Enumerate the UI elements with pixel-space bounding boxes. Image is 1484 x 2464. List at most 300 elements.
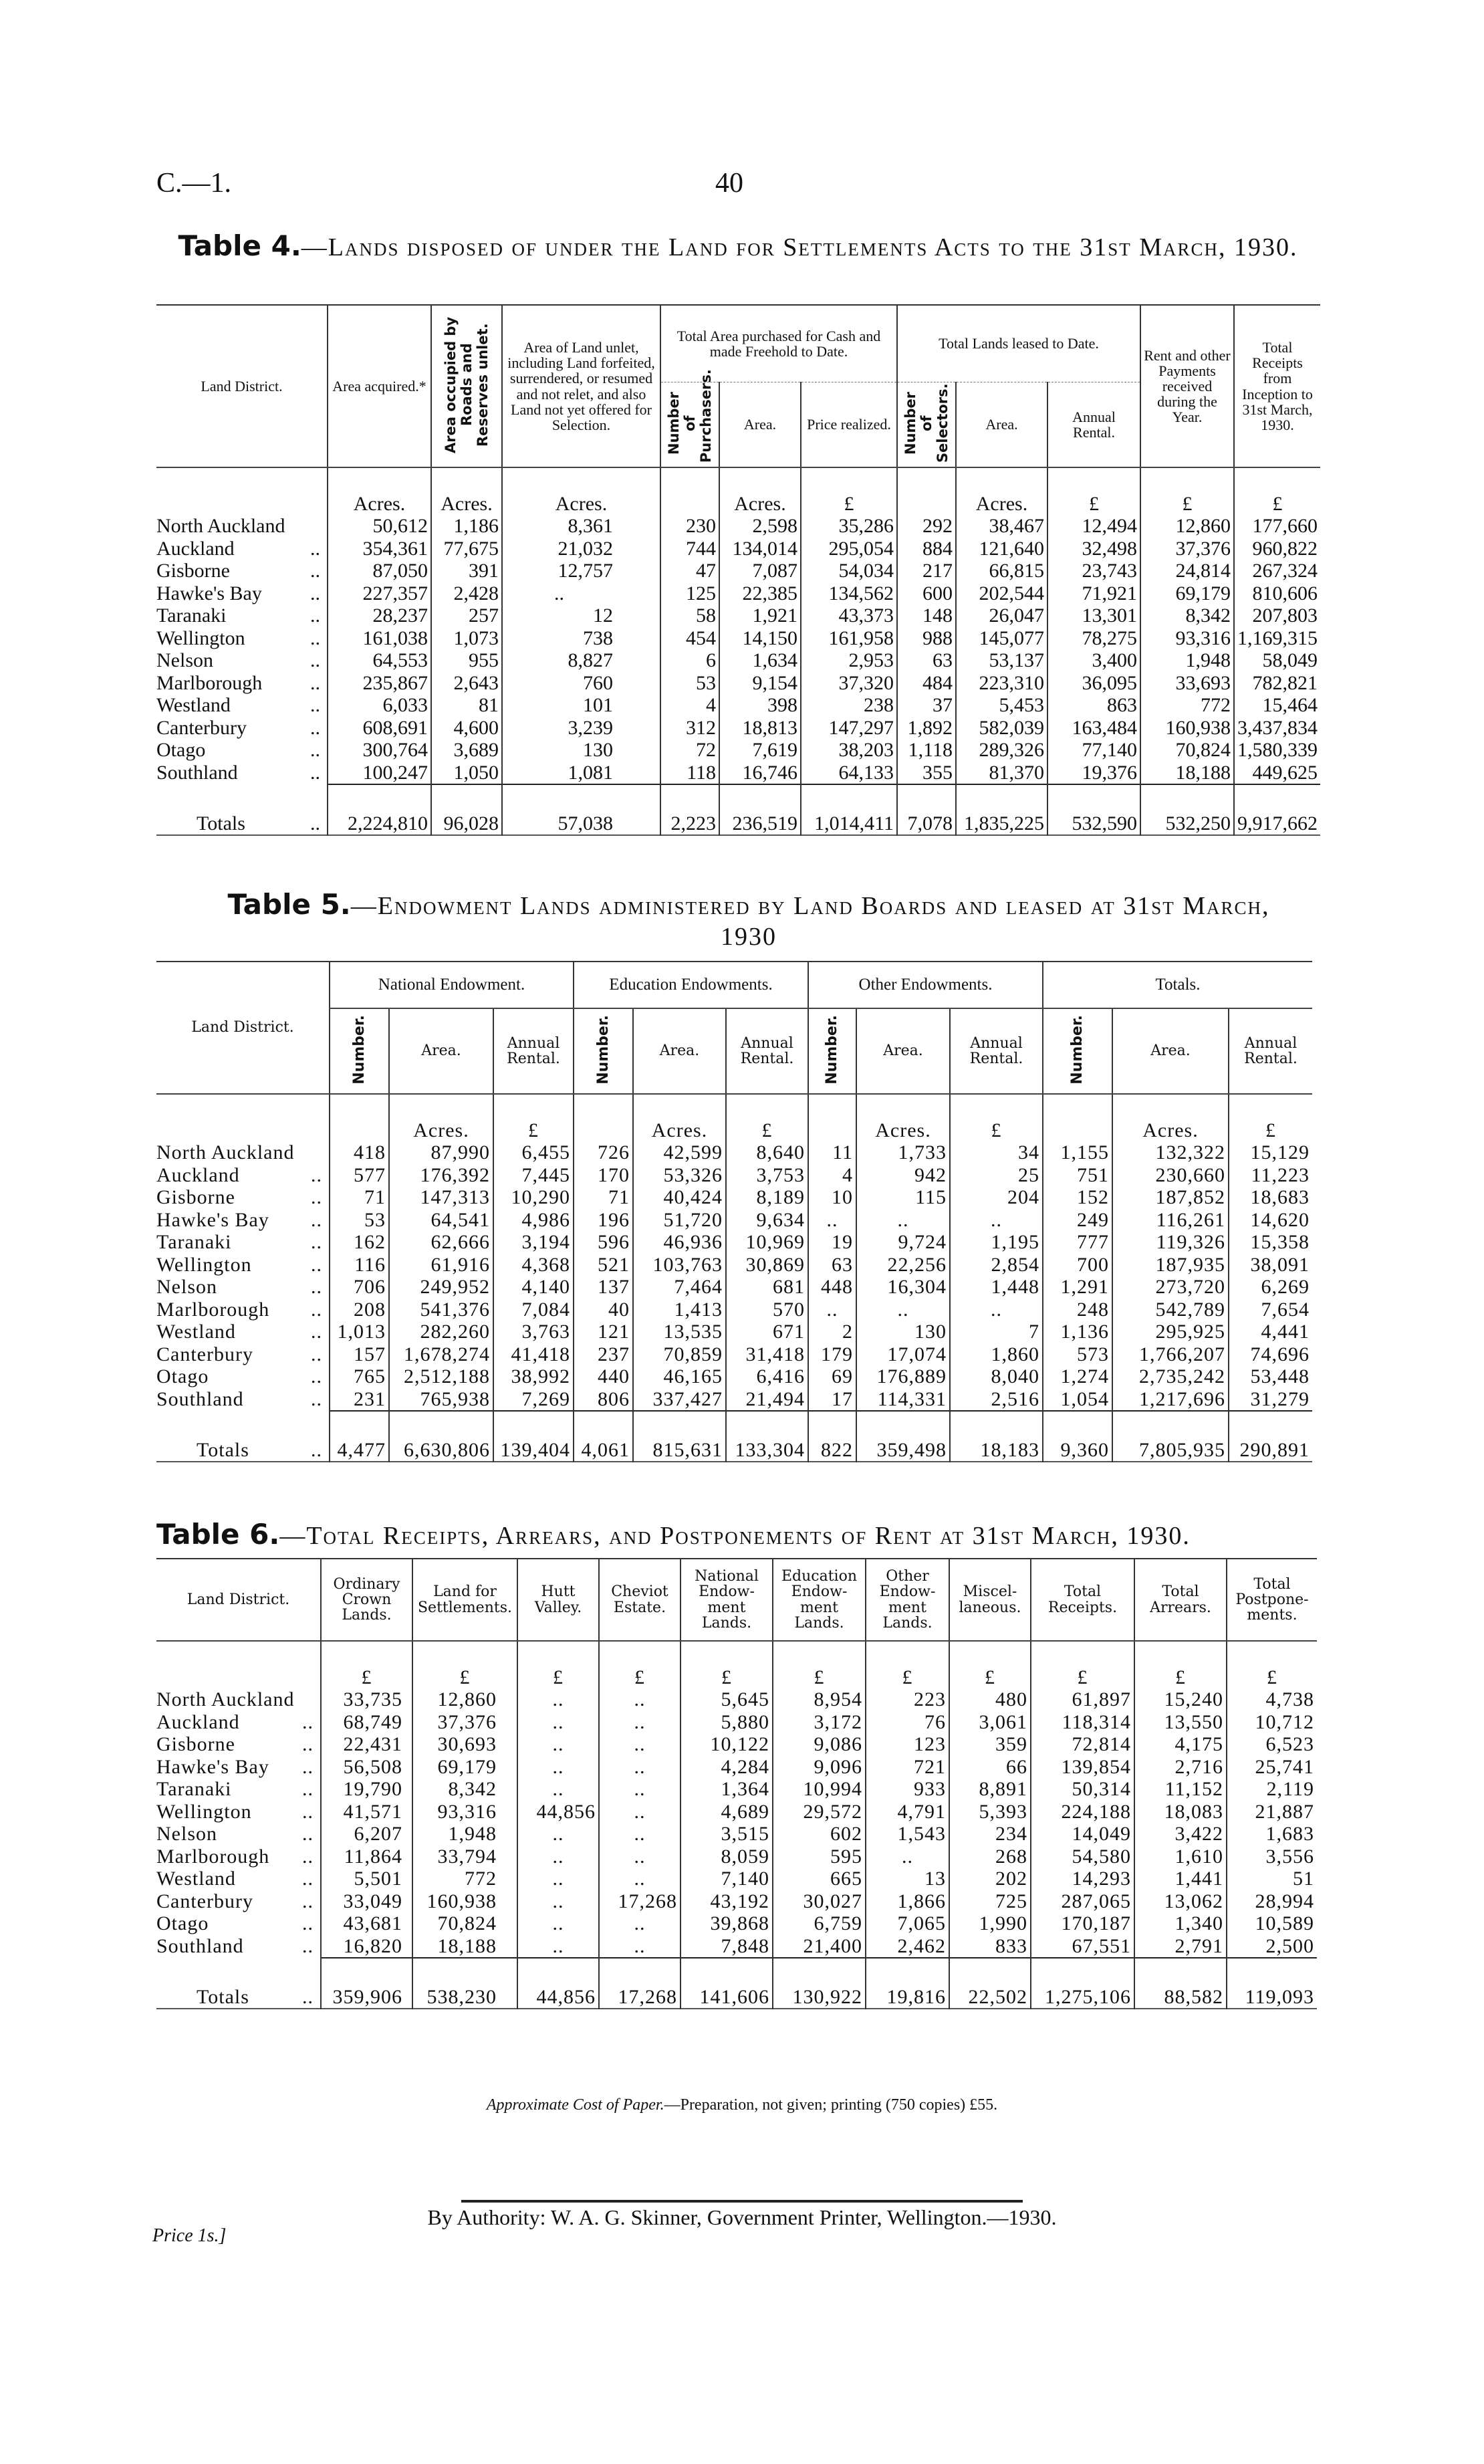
cell-value: 2,735,242 bbox=[1112, 1365, 1229, 1388]
header-annual-rental: Annual Rental. bbox=[1229, 1008, 1312, 1094]
cell-value: 87,990 bbox=[389, 1141, 493, 1164]
table-row bbox=[156, 1231, 1312, 1254]
cell-value: 8,189 bbox=[726, 1186, 808, 1209]
cell-value: 148 bbox=[897, 604, 956, 627]
cell-value: 1,054 bbox=[1043, 1388, 1112, 1411]
unit-label: Acres. bbox=[502, 467, 660, 515]
cell-value: 37,376 bbox=[1140, 538, 1234, 560]
cell-value: 130 bbox=[502, 739, 660, 762]
cell-value: 38,091 bbox=[1229, 1254, 1312, 1276]
table4-label: Table 4. bbox=[178, 229, 301, 262]
cell-value: 391 bbox=[431, 560, 502, 582]
district-name: Gisborne bbox=[156, 1733, 235, 1755]
cell-value: 19,376 bbox=[1047, 762, 1140, 784]
cell-value: 806 bbox=[574, 1388, 633, 1411]
cell-value: 6,207 bbox=[321, 1823, 412, 1845]
table-row bbox=[156, 672, 1320, 695]
cell-value: 68,749 bbox=[321, 1711, 412, 1734]
cell-value: 25 bbox=[950, 1164, 1043, 1187]
table-row bbox=[156, 1912, 1317, 1935]
cell-value: 13 bbox=[866, 1868, 949, 1890]
cell-value: 300,764 bbox=[328, 739, 431, 762]
cell-value: 1,217,696 bbox=[1112, 1388, 1229, 1411]
cell-value: 227,357 bbox=[328, 582, 431, 605]
cell-value: .. bbox=[856, 1209, 950, 1232]
cell-value: 54,034 bbox=[801, 560, 897, 582]
unit-label: £ bbox=[1134, 1641, 1227, 1688]
cell-value: 312 bbox=[660, 717, 719, 740]
table-row bbox=[156, 1388, 1312, 1411]
table6-caption: —Total Receipts, Arrears, and Postponements of Rent at 31st March, 1930. bbox=[279, 1522, 1191, 1550]
unit-label bbox=[808, 1094, 856, 1141]
table-row bbox=[156, 1733, 1317, 1756]
district-name: Wellington bbox=[156, 627, 245, 649]
cell-value: 63 bbox=[808, 1254, 856, 1276]
cell-value: 41,571 bbox=[321, 1801, 412, 1823]
leader-dots: .. bbox=[302, 1755, 314, 1778]
leader-dots: .. bbox=[311, 1253, 322, 1276]
cell-value: 8,040 bbox=[950, 1365, 1043, 1388]
unit-label: £ bbox=[493, 1094, 574, 1141]
cell-value: 237 bbox=[574, 1343, 633, 1366]
cell-value: 32,498 bbox=[1047, 538, 1140, 560]
cell-value: 955 bbox=[431, 649, 502, 672]
land-district bbox=[156, 1868, 321, 1890]
cell-value: 600 bbox=[897, 582, 956, 605]
cell-value: 1,364 bbox=[681, 1778, 773, 1801]
units-spacer bbox=[156, 1094, 330, 1141]
leader-dots: .. bbox=[302, 1710, 314, 1733]
cell-value: 4,791 bbox=[866, 1801, 949, 1823]
district-name: Canterbury bbox=[156, 716, 247, 739]
land-district bbox=[156, 582, 328, 605]
cell-value: 671 bbox=[726, 1321, 808, 1343]
cell-value: 706 bbox=[330, 1276, 389, 1299]
table-row bbox=[156, 1756, 1317, 1779]
cell-value: 35,286 bbox=[801, 515, 897, 538]
cell-value: 12,860 bbox=[1140, 515, 1234, 538]
cell-value: 71 bbox=[574, 1186, 633, 1209]
cell-value: 13,062 bbox=[1134, 1890, 1227, 1913]
cell-value: 3,172 bbox=[773, 1711, 866, 1734]
land-district bbox=[156, 1186, 330, 1209]
table-row bbox=[156, 1823, 1317, 1845]
cell-value: 116,261 bbox=[1112, 1209, 1229, 1232]
leader-dots: .. bbox=[311, 1163, 322, 1186]
district-name: Wellington bbox=[156, 1253, 252, 1276]
table-row bbox=[156, 762, 1320, 784]
cell-value: 2,643 bbox=[431, 672, 502, 695]
cell-value: 207,803 bbox=[1234, 604, 1320, 627]
cell-value: 139,404 bbox=[493, 1410, 574, 1462]
cell-value: 57,038 bbox=[502, 784, 660, 835]
cell-value: 103,763 bbox=[633, 1254, 726, 1276]
cell-value: 573 bbox=[1043, 1343, 1112, 1366]
cell-value: 21,494 bbox=[726, 1388, 808, 1411]
cell-value: 147,313 bbox=[389, 1186, 493, 1209]
table-row bbox=[156, 1935, 1317, 1958]
cell-value: 217 bbox=[897, 560, 956, 582]
cost-label: Approximate Cost of Paper. bbox=[486, 2096, 664, 2114]
cell-value: 398 bbox=[719, 694, 801, 717]
cell-value: 38,203 bbox=[801, 739, 897, 762]
cell-value: .. bbox=[517, 1711, 599, 1734]
district-name: Southland bbox=[156, 1934, 244, 1957]
cell-value: 1,543 bbox=[866, 1823, 949, 1845]
table-row bbox=[156, 1209, 1312, 1232]
header-total-postpone-ments: Total Postpone-ments. bbox=[1227, 1559, 1317, 1641]
header-purchasers bbox=[660, 368, 719, 467]
header-other-endow-ment-lands: Other Endow-ment Lands. bbox=[866, 1559, 949, 1641]
cell-value: 3,061 bbox=[949, 1711, 1031, 1734]
cell-value: 234 bbox=[949, 1823, 1031, 1845]
cell-value: 5,501 bbox=[321, 1868, 412, 1890]
leader-dots: .. bbox=[302, 1890, 314, 1912]
header-price: Price realized. bbox=[801, 382, 897, 467]
header-leased-group: Total Lands leased to Date. bbox=[897, 305, 1140, 382]
unit-label: £ bbox=[1047, 467, 1140, 515]
table5-label: Table 5. bbox=[227, 888, 351, 921]
cell-value: 53 bbox=[330, 1209, 389, 1232]
cell-value: 268 bbox=[949, 1845, 1031, 1868]
cell-value: 1,580,339 bbox=[1234, 739, 1320, 762]
cell-value: 163,484 bbox=[1047, 717, 1140, 740]
cell-value: 71 bbox=[330, 1186, 389, 1209]
cell-value: 602 bbox=[773, 1823, 866, 1845]
cell-value: 202 bbox=[949, 1868, 1031, 1890]
district-name: Marlborough bbox=[156, 1298, 270, 1321]
cell-value: 223,310 bbox=[956, 672, 1047, 695]
land-district bbox=[156, 1778, 321, 1801]
land-district bbox=[156, 604, 328, 627]
cell-value: 141,606 bbox=[681, 1957, 773, 2009]
cell-value: 67,551 bbox=[1031, 1935, 1134, 1958]
district-name: Otago bbox=[156, 1912, 209, 1934]
cell-value: 37,320 bbox=[801, 672, 897, 695]
cell-value: .. bbox=[599, 1733, 681, 1756]
cell-value: 96,028 bbox=[431, 784, 502, 835]
cell-value: 1,195 bbox=[950, 1231, 1043, 1254]
leader-dots: .. bbox=[302, 1845, 314, 1868]
cell-value: 33,049 bbox=[321, 1890, 412, 1913]
cell-value: 1,948 bbox=[1140, 649, 1234, 672]
header-annual-rental: Annual Rental. bbox=[950, 1008, 1043, 1094]
cell-value: 9,096 bbox=[773, 1756, 866, 1779]
cell-value: 51,720 bbox=[633, 1209, 726, 1232]
cell-value: 1,155 bbox=[1043, 1141, 1112, 1164]
table-row bbox=[156, 1778, 1317, 1801]
leader-dots: .. bbox=[310, 761, 320, 784]
cell-value: 17 bbox=[808, 1388, 856, 1411]
cell-value: 66 bbox=[949, 1756, 1031, 1779]
printer-imprint: By Authority: W. A. G. Skinner, Government Printer, Wellington.—1930. bbox=[427, 2205, 1057, 2229]
cell-value: 161,958 bbox=[801, 627, 897, 650]
header-annual-rental: Annual Rental. bbox=[726, 1008, 808, 1094]
totals-row bbox=[156, 1957, 1317, 2009]
cell-value: 4,600 bbox=[431, 717, 502, 740]
cell-value: 18,183 bbox=[950, 1410, 1043, 1462]
cell-value: 15,240 bbox=[1134, 1688, 1227, 1711]
land-district bbox=[156, 1823, 321, 1845]
cell-value: 230 bbox=[660, 515, 719, 538]
unit-label: £ bbox=[866, 1641, 949, 1688]
unit-label: Acres. bbox=[856, 1094, 950, 1141]
table-row bbox=[156, 560, 1320, 582]
table-row bbox=[156, 627, 1320, 650]
cell-value: 12 bbox=[502, 604, 660, 627]
cell-value: 196 bbox=[574, 1209, 633, 1232]
cell-value: 596 bbox=[574, 1231, 633, 1254]
cell-value: 238 bbox=[801, 694, 897, 717]
unit-label: £ bbox=[726, 1094, 808, 1141]
cell-value: 1,892 bbox=[897, 717, 956, 740]
cell-value: 290,891 bbox=[1229, 1410, 1312, 1462]
cell-value: 77,140 bbox=[1047, 739, 1140, 762]
cell-value: .. bbox=[517, 1890, 599, 1913]
header-number-text: Number. bbox=[824, 1014, 841, 1085]
cell-value: 176,392 bbox=[389, 1164, 493, 1187]
land-district bbox=[156, 1410, 330, 1462]
cell-value: 58 bbox=[660, 604, 719, 627]
cell-value: 7,848 bbox=[681, 1935, 773, 1958]
cell-value: 61,916 bbox=[389, 1254, 493, 1276]
cell-value: 64,541 bbox=[389, 1209, 493, 1232]
district-name: Totals bbox=[197, 812, 245, 834]
cell-value: 1,050 bbox=[431, 762, 502, 784]
unit-label: £ bbox=[599, 1641, 681, 1688]
cell-value: 6,759 bbox=[773, 1912, 866, 1935]
cell-value: 24,814 bbox=[1140, 560, 1234, 582]
cost-text: —Preparation, not given; printing (750 copies) £55. bbox=[664, 2096, 998, 2114]
cell-value: 7,140 bbox=[681, 1868, 773, 1890]
cell-value: 22,256 bbox=[856, 1254, 950, 1276]
cell-value: 56,508 bbox=[321, 1756, 412, 1779]
cell-value: 13,550 bbox=[1134, 1711, 1227, 1734]
cell-value: 765 bbox=[330, 1365, 389, 1388]
cell-value: 760 bbox=[502, 672, 660, 695]
table-row bbox=[156, 582, 1320, 605]
header-area: Area. bbox=[856, 1008, 950, 1094]
cell-value: 4,986 bbox=[493, 1209, 574, 1232]
table-row bbox=[156, 717, 1320, 740]
cell-value: 18,683 bbox=[1229, 1186, 1312, 1209]
cell-value: 11,864 bbox=[321, 1845, 412, 1868]
cell-value: 100,247 bbox=[328, 762, 431, 784]
cell-value: 295,054 bbox=[801, 538, 897, 560]
unit-label: £ bbox=[1229, 1094, 1312, 1141]
unit-label: £ bbox=[1227, 1641, 1317, 1688]
land-district bbox=[156, 1388, 330, 1411]
leader-dots: .. bbox=[310, 812, 320, 834]
cell-value: 2,791 bbox=[1134, 1935, 1227, 1958]
table-row bbox=[156, 515, 1320, 538]
cell-value: 3,763 bbox=[493, 1321, 574, 1343]
district-name: Taranaki bbox=[156, 1231, 232, 1253]
cell-value: 38,467 bbox=[956, 515, 1047, 538]
header-number-text: Number. bbox=[350, 1014, 368, 1085]
cell-value: 289,326 bbox=[956, 739, 1047, 762]
cell-value: 4 bbox=[660, 694, 719, 717]
units-row bbox=[156, 467, 1320, 515]
cell-value: 22,502 bbox=[949, 1957, 1031, 2009]
cell-value: 9,360 bbox=[1043, 1410, 1112, 1462]
cell-value: 1,013 bbox=[330, 1321, 389, 1343]
cell-value: .. bbox=[517, 1733, 599, 1756]
district-name: North Auckland bbox=[156, 1141, 295, 1163]
cell-value: 5,880 bbox=[681, 1711, 773, 1734]
land-district bbox=[156, 1209, 330, 1232]
header-total-receipts: Total Receipts from Inception to 31st March, 1930. bbox=[1234, 305, 1320, 467]
cell-value: 577 bbox=[330, 1164, 389, 1187]
cell-value: 267,324 bbox=[1234, 560, 1320, 582]
cell-value: 1,683 bbox=[1227, 1823, 1317, 1845]
cell-value: 480 bbox=[949, 1688, 1031, 1711]
cell-value: 177,660 bbox=[1234, 515, 1320, 538]
district-name: Auckland bbox=[156, 1710, 240, 1733]
cell-value: 15,129 bbox=[1229, 1141, 1312, 1164]
cell-value: 236,519 bbox=[719, 784, 801, 835]
unit-label bbox=[1043, 1094, 1112, 1141]
cell-value: 224,188 bbox=[1031, 1801, 1134, 1823]
price: Price 1s.] bbox=[152, 2225, 227, 2246]
cell-value: 118,314 bbox=[1031, 1711, 1134, 1734]
leader-dots: .. bbox=[311, 1343, 322, 1365]
cell-value: 44,856 bbox=[517, 1957, 599, 2009]
table-row bbox=[156, 739, 1320, 762]
cell-value: 33,794 bbox=[412, 1845, 517, 1868]
unit-label: Acres. bbox=[1112, 1094, 1229, 1141]
district-name: Southland bbox=[156, 1387, 244, 1410]
leader-dots: .. bbox=[311, 1365, 322, 1387]
land-district bbox=[156, 1299, 330, 1321]
divider bbox=[461, 2200, 1023, 2203]
cell-value: 22,431 bbox=[321, 1733, 412, 1756]
cell-value: 2,500 bbox=[1227, 1935, 1317, 1958]
cell-value: 933 bbox=[866, 1778, 949, 1801]
cell-value: 53,137 bbox=[956, 649, 1047, 672]
unit-label: Acres. bbox=[431, 467, 502, 515]
cell-value: 176,889 bbox=[856, 1365, 950, 1388]
land-district bbox=[156, 538, 328, 560]
land-district bbox=[156, 1365, 330, 1388]
cell-value: 30,693 bbox=[412, 1733, 517, 1756]
cell-value: 14,150 bbox=[719, 627, 801, 650]
cell-value: .. bbox=[599, 1845, 681, 1868]
cell-value: 454 bbox=[660, 627, 719, 650]
table-row bbox=[156, 1141, 1312, 1164]
cell-value: 29,572 bbox=[773, 1801, 866, 1823]
leader-dots: .. bbox=[311, 1208, 322, 1231]
cell-value: 4,477 bbox=[330, 1410, 389, 1462]
district-name: Gisborne bbox=[156, 560, 230, 582]
cell-value: 41,418 bbox=[493, 1343, 574, 1366]
leader-dots: .. bbox=[302, 1985, 314, 2008]
table-row bbox=[156, 1254, 1312, 1276]
cell-value: 72 bbox=[660, 739, 719, 762]
cell-value: 2,512,188 bbox=[389, 1365, 493, 1388]
land-district bbox=[156, 560, 328, 582]
cell-value: 4,061 bbox=[574, 1410, 633, 1462]
cell-value: .. bbox=[599, 1778, 681, 1801]
header-cheviot-estate: Cheviot Estate. bbox=[599, 1559, 681, 1641]
cell-value: 1,678,274 bbox=[389, 1343, 493, 1366]
cell-value: 1,136 bbox=[1043, 1321, 1112, 1343]
cell-value: 833 bbox=[949, 1935, 1031, 1958]
cell-value: 40 bbox=[574, 1299, 633, 1321]
cell-value: 744 bbox=[660, 538, 719, 560]
land-district bbox=[156, 1276, 330, 1299]
cell-value: .. bbox=[599, 1912, 681, 1935]
cell-value: 162 bbox=[330, 1231, 389, 1254]
cell-value: 18,188 bbox=[412, 1935, 517, 1958]
cell-value: 8,640 bbox=[726, 1141, 808, 1164]
cell-value: 87,050 bbox=[328, 560, 431, 582]
table-row bbox=[156, 1276, 1312, 1299]
cell-value: 3,194 bbox=[493, 1231, 574, 1254]
leader-dots: .. bbox=[310, 582, 320, 604]
header-number bbox=[574, 1008, 633, 1094]
cell-value: 3,422 bbox=[1134, 1823, 1227, 1845]
cell-value: 532,590 bbox=[1047, 784, 1140, 835]
district-name: Wellington bbox=[156, 1800, 252, 1823]
cell-value: 2,119 bbox=[1227, 1778, 1317, 1801]
cell-value: 1,948 bbox=[412, 1823, 517, 1845]
cell-value: 7,619 bbox=[719, 739, 801, 762]
cell-value: 10,290 bbox=[493, 1186, 574, 1209]
cell-value: 1,835,225 bbox=[956, 784, 1047, 835]
land-district bbox=[156, 1801, 321, 1823]
land-district bbox=[156, 1164, 330, 1187]
cell-value: .. bbox=[517, 1778, 599, 1801]
cell-value: 8,059 bbox=[681, 1845, 773, 1868]
cell-value: 11,152 bbox=[1134, 1778, 1227, 1801]
table4-title bbox=[156, 231, 1320, 263]
cell-value: 665 bbox=[773, 1868, 866, 1890]
cell-value: 273,720 bbox=[1112, 1276, 1229, 1299]
unit-label bbox=[897, 467, 956, 515]
cell-value: 1,441 bbox=[1134, 1868, 1227, 1890]
cell-value: 121,640 bbox=[956, 538, 1047, 560]
table-row bbox=[156, 1868, 1317, 1890]
cell-value: 541,376 bbox=[389, 1299, 493, 1321]
table6-receipts-arrears bbox=[156, 1558, 1317, 2009]
cell-value: 132,322 bbox=[1112, 1141, 1229, 1164]
cell-value: 6,269 bbox=[1229, 1276, 1312, 1299]
cell-value: 10,969 bbox=[726, 1231, 808, 1254]
cell-value: 43,192 bbox=[681, 1890, 773, 1913]
totals-row bbox=[156, 1410, 1312, 1462]
cell-value: 1,169,315 bbox=[1234, 627, 1320, 650]
cell-value: 815,631 bbox=[633, 1410, 726, 1462]
cell-value: 9,154 bbox=[719, 672, 801, 695]
header-land-district: Land District. bbox=[156, 962, 330, 1094]
cell-value: 4,284 bbox=[681, 1756, 773, 1779]
cell-value: 46,165 bbox=[633, 1365, 726, 1388]
cell-value: 19,790 bbox=[321, 1778, 412, 1801]
cell-value: .. bbox=[517, 1756, 599, 1779]
header-education-endowments: Education Endowments. bbox=[574, 962, 808, 1008]
cell-value: .. bbox=[502, 582, 660, 605]
header-area: Area. bbox=[1112, 1008, 1229, 1094]
cell-value: 7,065 bbox=[866, 1912, 949, 1935]
header-annual-rental: Annual Rental. bbox=[493, 1008, 574, 1094]
cell-value: 249,952 bbox=[389, 1276, 493, 1299]
cell-value: 1,733 bbox=[856, 1141, 950, 1164]
header-national-endowment: National Endowment. bbox=[330, 962, 574, 1008]
table6-title bbox=[156, 1519, 1320, 1551]
district-name: Canterbury bbox=[156, 1890, 253, 1912]
cell-value: 134,014 bbox=[719, 538, 801, 560]
